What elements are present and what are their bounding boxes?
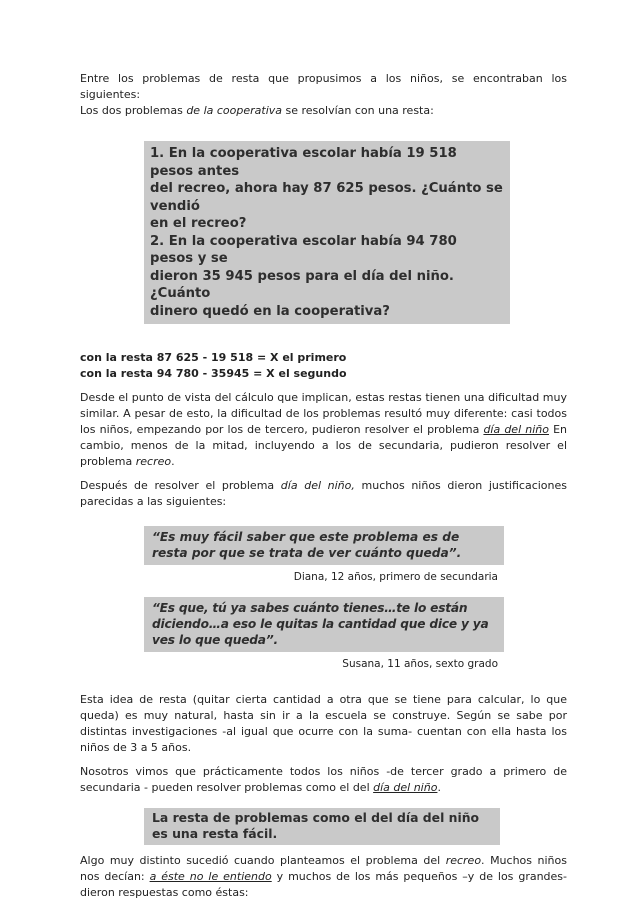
difficulty-text-2: En cambio, menos de la mitad, incluyendo a los de secundaria, pudieron resolver el problema [80, 423, 567, 468]
recreo-em-1: recreo [445, 854, 482, 867]
problem-line: 2. En la cooperativa escolar había 94 780 pesos y se [150, 233, 457, 266]
intro-line-2-em: de la cooperativa [186, 104, 283, 117]
problem-line: dinero quedó en la cooperativa? [150, 303, 390, 319]
quote-box-susana [144, 597, 504, 652]
quote-text: “Es muy fácil saber que este problema es de resta por que se trata de ver cuánto queda”. [152, 530, 462, 560]
quote-author-susana: Susana, 11 años, sexto grado [342, 658, 498, 670]
nosotros-text-1: Nosotros vimos que prácticamente todos los niños -de tercer grado a primero de secundaria - pueden resolver problemas como el del [80, 765, 567, 794]
recreo-paragraph [80, 853, 567, 901]
problem-box [144, 141, 510, 324]
nosotros-em: día del niño [373, 781, 438, 794]
equation-second: con la resta 94 780 - 35945 = X el segundo [80, 367, 347, 380]
easy-subtraction-box: La resta de problemas como el del día del niño es una resta fácil. [144, 808, 500, 845]
difficulty-paragraph [80, 390, 567, 470]
quote-author-diana: Diana, 12 años, primero de secundaria [293, 571, 498, 583]
intro-line-2-post: se resolvían con una resta: [282, 104, 434, 117]
quote-box-diana [144, 526, 504, 565]
intro-paragraph [80, 71, 567, 119]
intro-line-2-pre: Los dos problemas [80, 104, 187, 117]
after-em: día del niño, [280, 479, 355, 492]
difficulty-text-3: . [171, 455, 175, 468]
quote-text: “Es que, tú ya sabes cuánto tienes…te lo están diciendo…a eso le quitas la cantidad que dice y ya ves lo que queda”. [152, 601, 489, 647]
problem-line: en el recreo? [150, 216, 247, 231]
difficulty-em-1: día del niño [483, 423, 549, 436]
equation-first: con la resta 87 625 - 19 518 = X el primero [80, 351, 347, 364]
recreo-text-2: . Muchos niños nos decían: [80, 854, 567, 883]
nosotros-text-2: . [437, 781, 441, 794]
problem-line: dieron 35 945 pesos para el día del niño. ¿Cuánto [150, 268, 454, 301]
recreo-em-2: a éste no le entiendo [149, 870, 272, 883]
difficulty-text-1: Desde el punto de vista del cálculo que implican, estas restas tienen una dificultad muy similar. A pesar de esto, la dificultad de los problemas resultó muy diferente: casi todos los niños, empezando por los de tercero, pudieron resolver el problema [80, 391, 567, 436]
intro-line-1: Entre los problemas de resta que propusimos a los niños, se encontraban los siguientes: [80, 72, 567, 101]
after-text-2: muchos niños dieron justificaciones parecidas a las siguientes: [80, 479, 567, 508]
problem-line: 1. En la cooperativa escolar había 19 518 pesos antes [150, 146, 457, 179]
after-text-1: Después de resolver el problema [80, 479, 281, 492]
document-page [80, 71, 567, 901]
difficulty-em-2: recreo [135, 455, 172, 468]
nosotros-paragraph [80, 764, 567, 796]
problem-line: del recreo, ahora hay 87 625 pesos. ¿Cuánto se vendió [150, 181, 503, 214]
recreo-text-3: y muchos de los más pequeños –y de los grandes- dieron respuestas como éstas: [80, 870, 568, 899]
equations [80, 350, 567, 382]
recreo-text-1: Algo muy distinto sucedió cuando planteamos el problema del [80, 854, 446, 867]
after-paragraph [80, 478, 567, 510]
idea-paragraph: Esta idea de resta (quitar cierta cantidad a otra que se tiene para calcular, lo que queda) es muy natural, hasta sin ir a la escuela se construye. Según se sabe por distintas investigaciones -al igual que ocurre con la suma- cuentan con ella hasta los niños de 3 a 5 años. [80, 693, 567, 754]
